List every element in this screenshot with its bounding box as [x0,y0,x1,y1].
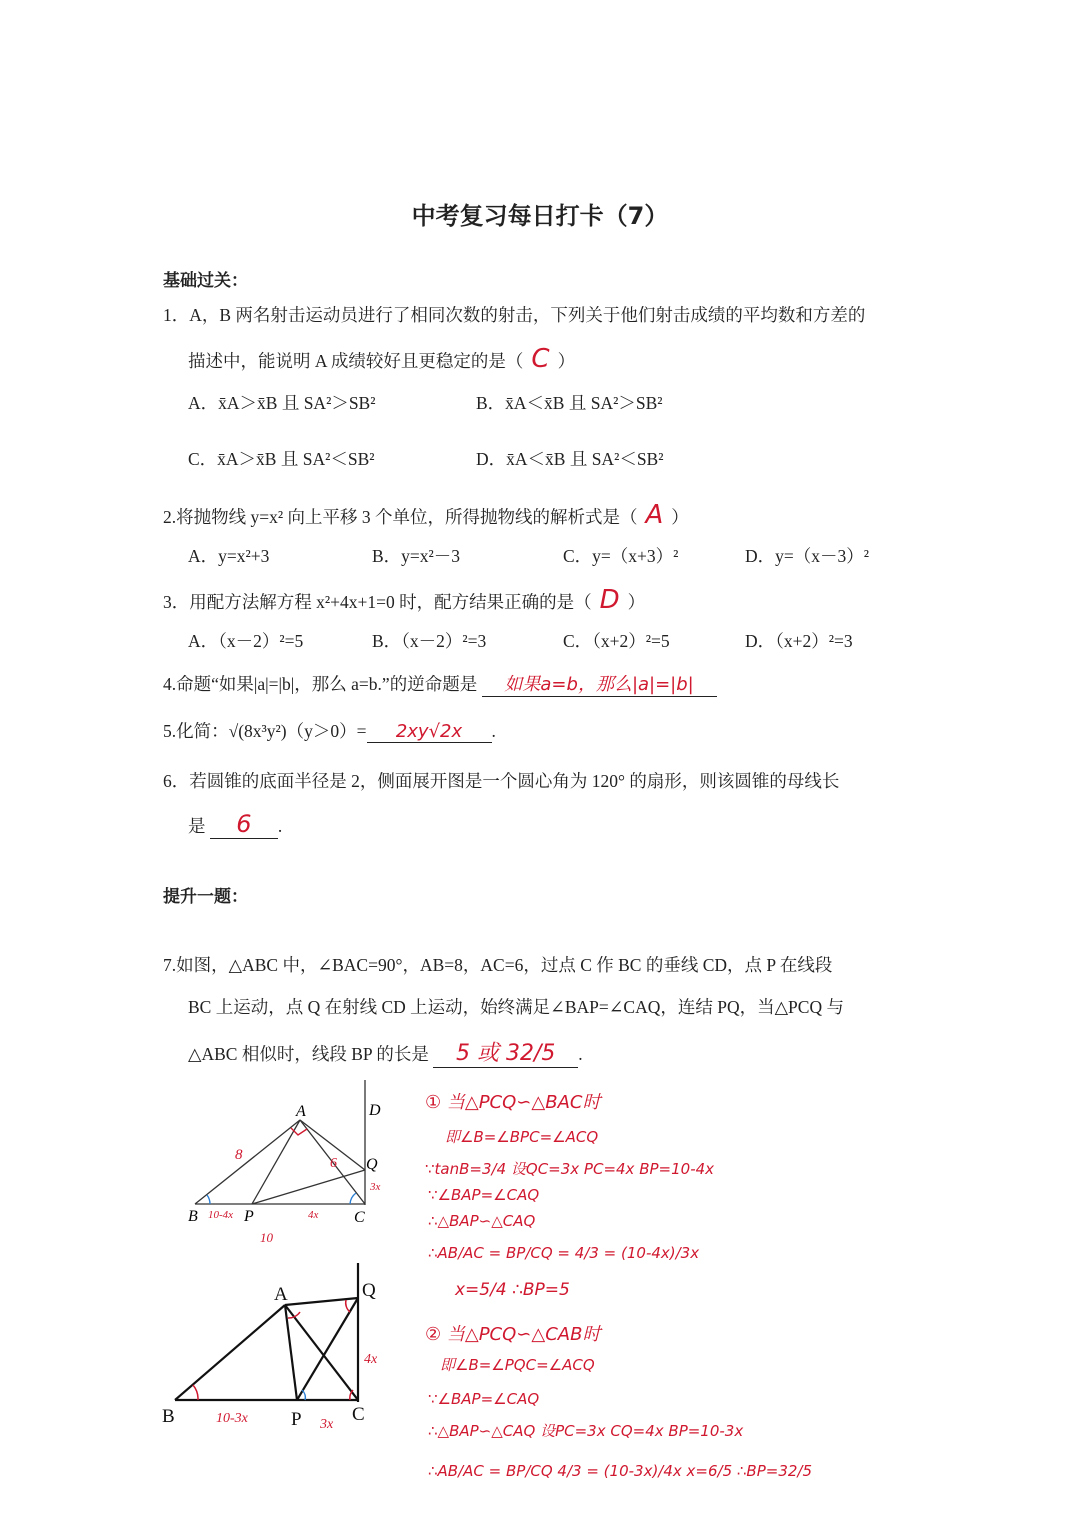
q5-stem: 5.化简：√(8x³y²)（y＞0）= [163,721,367,741]
q2-option-d: D．y=（x－3）² [745,546,870,566]
q7-line1: 7.如图，△ABC 中，∠BAC=90°，AB=8，AC=6，过点 C 作 BC 的垂线 CD，点 P 在线段 [163,955,833,975]
fig2-segment-pq [297,1298,358,1400]
q4-answer: 如果a=b，那么|a|=|b| [482,670,717,697]
fig1-len-pc: 4x [308,1209,319,1221]
solution-case1-header: ① 当△PCQ∽△BAC时 [425,1092,601,1113]
q1-option-a: A．x̄A＞x̄B 且 SA²＞SB² [188,393,376,413]
fig2-len-cq: 4x [364,1352,378,1367]
fig2-len-bp: 10-3x [216,1411,248,1426]
solution-line4: ∵∠BAP=∠CAQ [428,1186,540,1204]
fig1-label-b: B [188,1208,198,1225]
fig1-len-ac: 6 [330,1156,337,1171]
fig2-angle-q [346,1300,350,1312]
q3-option-d: D．（x+2）²=3 [745,631,853,651]
fig1-label-d: D [369,1102,381,1119]
q3-answer: D [599,585,620,615]
section-basic: 基础过关： [163,271,248,291]
solution-case2-header: ② 当△PCQ∽△CAB时 [425,1324,601,1345]
fig2-angle-p [302,1390,305,1400]
fig1-len-cq: 3x [370,1181,381,1193]
fig2-label-a: A [274,1284,288,1305]
fig1-segment-ab [195,1120,300,1204]
fig1-angle-c [350,1193,356,1204]
fig1-len-ab: 8 [235,1147,243,1163]
q2-stem: 2.将抛物线 y=x² 向上平移 3 个单位，所得抛物线的解析式是（ [163,507,638,527]
q7-end: . [578,1044,583,1064]
q1-answer: C [531,344,550,374]
figure-1 [180,1075,410,1250]
solution-line9: 即∠B=∠PQC=∠ACQ [440,1356,595,1374]
q3-option-b: B．（x－2）²=3 [372,631,487,651]
q3-stem-line [163,585,645,615]
q6-stem: 是 [188,816,206,836]
q1-option-d: D．x̄A＜x̄B 且 SA²＜SB² [476,449,664,469]
q7-line3 [188,1036,583,1068]
fig2-segment-aq [285,1298,358,1305]
fig1-angle-b [207,1195,210,1204]
q1-close: ） [557,351,576,371]
q2-answer: A [645,500,664,530]
fig1-label-p: P [244,1208,254,1225]
q2-option-a: A．y=x²+3 [188,546,270,566]
fig1-label-c: C [354,1209,365,1226]
q3-close: ） [627,592,646,612]
q3-option-c: C．（x+2）²=5 [563,631,670,651]
q2-stem-line [163,500,689,530]
fig1-len-bc: 10 [260,1230,273,1245]
q1-option-c: C．x̄A＞x̄B 且 SA²＜SB² [188,449,375,469]
q7-answer: 5 或 32/5 [433,1036,578,1068]
q6-answer: 6 [210,810,278,839]
solution-line5: ∴△BAP∽△CAQ [428,1212,536,1230]
fig2-label-b: B [162,1406,175,1427]
q1-option-b: B．x̄A＜x̄B 且 SA²＞SB² [476,393,663,413]
q7-line2: BC 上运动，点 Q 在射线 CD 上运动，始终满足∠BAP=∠CAQ，连结 PQ，当△PCQ 与 [188,997,844,1017]
fig1-label-a: A [296,1103,306,1120]
fig2-label-c: C [352,1404,365,1425]
q7-stem: △ABC 相似时，线段 BP 的长是 [188,1044,429,1064]
q6-line1: 6．若圆锥的底面半径是 2，侧面展开图是一个圆心角为 120° 的扇形，则该圆锥的母线长 [163,771,840,791]
q2-option-b: B．y=x²－3 [372,546,461,566]
fig2-label-p: P [291,1409,302,1430]
solution-line11: ∴△BAP∽△CAQ 设PC=3x CQ=4x BP=10-3x [428,1422,744,1440]
page-title: 中考复习每日打卡（7） [411,202,669,230]
fig2-segment-ab [175,1305,285,1400]
fig2-label-q: Q [362,1280,376,1301]
q2-option-c: C．y=（x+3）² [563,546,679,566]
q3-option-a: A．（x－2）²=5 [188,631,304,651]
solution-line6: ∴AB/AC = BP/CQ = 4/3 = (10-4x)/3x [428,1244,700,1262]
q4-line [163,670,717,697]
section-advanced: 提升一题： [163,887,248,907]
fig1-label-q: Q [366,1156,378,1173]
fig1-len-bp: 10-4x [208,1209,234,1221]
q1-line1: 1．A，B 两名射击运动员进行了相同次数的射击，下列关于他们射击成绩的平均数和方差的 [163,305,866,325]
figure-2 [160,1260,405,1440]
solution-line3: ∵tanB=3/4 设QC=3x PC=4x BP=10-4x [425,1160,715,1178]
q4-stem: 4.命题“如果|a|=|b|，那么 a=b.”的逆命题是 [163,674,478,694]
q5-answer: 2xy√2x [367,721,492,743]
q6-line2 [188,810,282,839]
q6-end: . [277,816,283,836]
solution-line2: 即∠B=∠BPC=∠ACQ [445,1128,599,1146]
solution-line10: ∵∠BAP=∠CAQ [428,1390,540,1408]
q3-stem: 3．用配方法解方程 x²+4x+1=0 时，配方结果正确的是（ [163,592,592,612]
solution-line12: ∴AB/AC = BP/CQ 4/3 = (10-3x)/4x x=6/5 ∴BP=32/5 [428,1462,813,1480]
q1-stem: 描述中，能说明 A 成绩较好且更稳定的是（ [188,351,524,371]
q1-line2 [188,344,575,374]
q2-close: ） [671,507,689,527]
q5-line [163,718,496,743]
q5-end: . [491,721,496,741]
solution-line7: x=5/4 ∴BP=5 [455,1280,570,1300]
fig2-angle-b [193,1385,198,1400]
fig2-len-pc: 3x [320,1417,334,1432]
